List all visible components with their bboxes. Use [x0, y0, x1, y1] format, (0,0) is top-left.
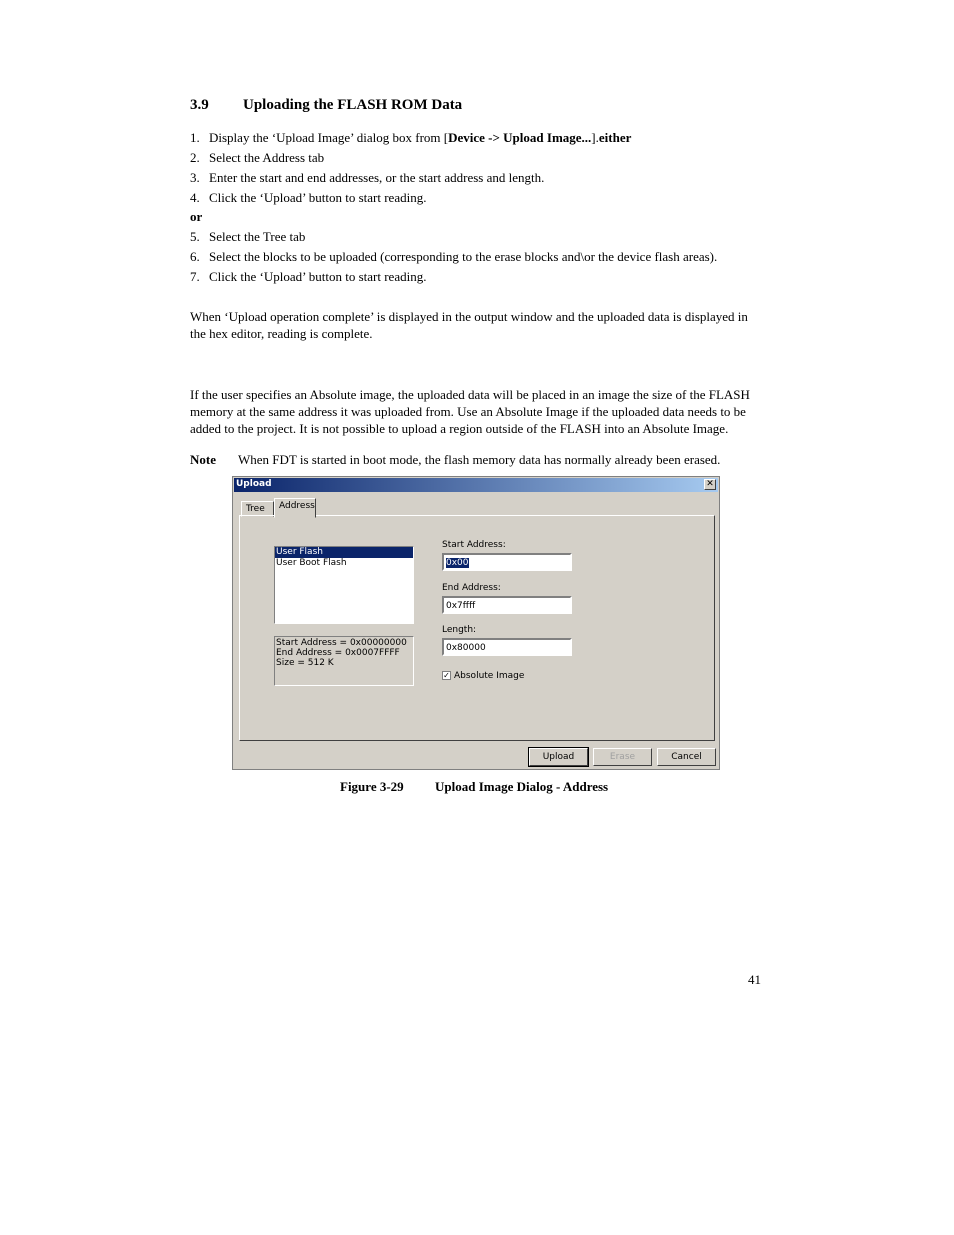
tab-address[interactable]: Address [274, 498, 316, 518]
section-title: Uploading the FLASH ROM Data [243, 97, 463, 113]
note-text: When FDT is started in boot mode, the flash memory data has normally already been erased. [238, 452, 721, 467]
flash-area-list[interactable] [274, 546, 414, 624]
checkbox-label: Absolute Image [454, 671, 525, 681]
length-label: Length: [442, 625, 477, 635]
section-number: 3.9 [190, 97, 209, 113]
info-size: Size = 512 K [276, 658, 334, 668]
note-label: Note [190, 452, 216, 467]
start-address-label: Start Address: [442, 540, 506, 550]
close-icon[interactable]: ✕ [704, 479, 716, 490]
area-info-box [274, 636, 414, 686]
upload-button[interactable]: Upload [529, 748, 588, 766]
tab-tree[interactable]: Tree [241, 501, 274, 517]
dialog-title: Upload [236, 479, 272, 489]
step-7: 7. Click the ‘Upload’ button to start reading. [190, 269, 427, 284]
step-1: 1. Display the ‘Upload Image’ dialog box from [Device -> Upload Image...].either [190, 130, 632, 145]
upload-dialog [232, 476, 720, 770]
note [190, 452, 720, 468]
step-2: 2. Select the Address tab [190, 150, 325, 165]
info-end: End Address = 0x0007FFFF [276, 648, 400, 658]
paragraph-completion: When ‘Upload operation complete’ is displayed in the output window and the uploaded data is displayed in the hex editor, reading is complete. [190, 309, 748, 341]
list-item[interactable]: User Flash [275, 547, 413, 558]
step-3: 3. Enter the start and end addresses, or the start address and length. [190, 170, 545, 185]
start-address-field[interactable]: 0x00 [442, 553, 572, 571]
or-label: or [190, 209, 203, 224]
absolute-image-checkbox[interactable] [442, 671, 524, 681]
step-4: 4. Click the ‘Upload’ button to start reading. [190, 190, 427, 205]
step-6: 6. Select the blocks to be uploaded (corresponding to the erase blocks and\or the device flash areas). [190, 249, 718, 264]
info-start: Start Address = 0x00000000 [276, 638, 407, 648]
checkbox-check-icon[interactable]: ✓ [443, 671, 450, 680]
list-item[interactable]: User Boot Flash [276, 558, 347, 568]
figure-caption [340, 779, 608, 795]
figure-title: Upload Image Dialog - Address [435, 779, 609, 794]
erase-button[interactable]: Erase [593, 748, 652, 766]
paragraph-absolute-image: If the user specifies an Absolute image, the uploaded data will be placed in an image the size of the FLASH memory at the same address it was uploaded from. Use an Absolute Image if the uploaded data needs to be added to the project. It is not possible to upload a region outside of the FLASH into an Absolute Image. [190, 387, 750, 436]
section-heading [190, 97, 462, 114]
step-5: 5. Select the Tree tab [190, 229, 306, 244]
figure-number: Figure 3-29 [340, 779, 404, 794]
cancel-button[interactable]: Cancel [657, 748, 716, 766]
dialog-titlebar [234, 478, 718, 492]
end-address-field[interactable]: 0x7ffff [442, 596, 572, 614]
length-field[interactable]: 0x80000 [442, 638, 572, 656]
end-address-label: End Address: [442, 583, 501, 593]
page-number: 41 [748, 972, 761, 987]
